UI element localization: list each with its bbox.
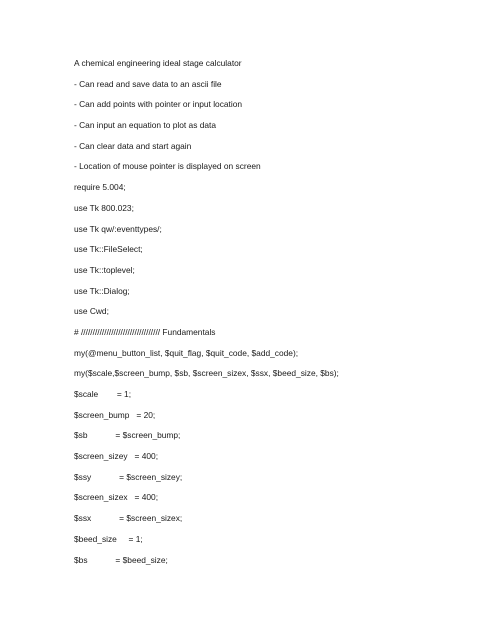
code-line: require 5.004;	[74, 182, 126, 193]
code-line: my(@menu_button_list, $quit_flag, $quit_code, $add_code);	[74, 347, 299, 358]
code-line: $beed_size = 1;	[74, 533, 143, 544]
code-line: use Tk::FileSelect;	[74, 244, 143, 255]
comment-line: # ////////////////////////////////// Fundamentals	[74, 326, 216, 337]
title-line: A chemical engineering ideal stage calculator	[74, 58, 242, 68]
document-body	[74, 57, 474, 574]
code-line: use Cwd;	[74, 306, 109, 317]
feature-line-clear: - Can clear data and start again	[74, 140, 192, 151]
code-line: $ssx = $screen_sizex;	[74, 513, 183, 524]
code-line: use Tk::toplevel;	[74, 264, 135, 275]
code-line: $bs = $beed_size;	[74, 554, 168, 565]
code-line: $scale = 1;	[74, 389, 132, 399]
feature-line-ascii: - Can read and save data to an ascii file	[74, 78, 222, 89]
code-line: $screen_bump = 20;	[74, 409, 156, 420]
code-line: my($scale,$screen_bump, $sb, $screen_sizex, $ssx, $beed_size, $bs);	[74, 368, 339, 379]
code-line: $sb = $screen_bump;	[74, 430, 181, 441]
code-line: $screen_sizex = 400;	[74, 492, 159, 503]
feature-line-mouse: - Location of mouse pointer is displayed on screen	[74, 161, 261, 172]
code-line: use Tk::Dialog;	[74, 285, 130, 296]
code-line: $screen_sizey = 400;	[74, 451, 159, 462]
feature-line-equation: - Can input an equation to plot as data	[74, 120, 217, 131]
code-line: use Tk 800.023;	[74, 202, 134, 213]
code-line: use Tk qw/:eventtypes/;	[74, 223, 162, 234]
code-line: $ssy = $screen_sizey;	[74, 471, 183, 482]
feature-line-add-points: - Can add points with pointer or input location	[74, 99, 243, 110]
